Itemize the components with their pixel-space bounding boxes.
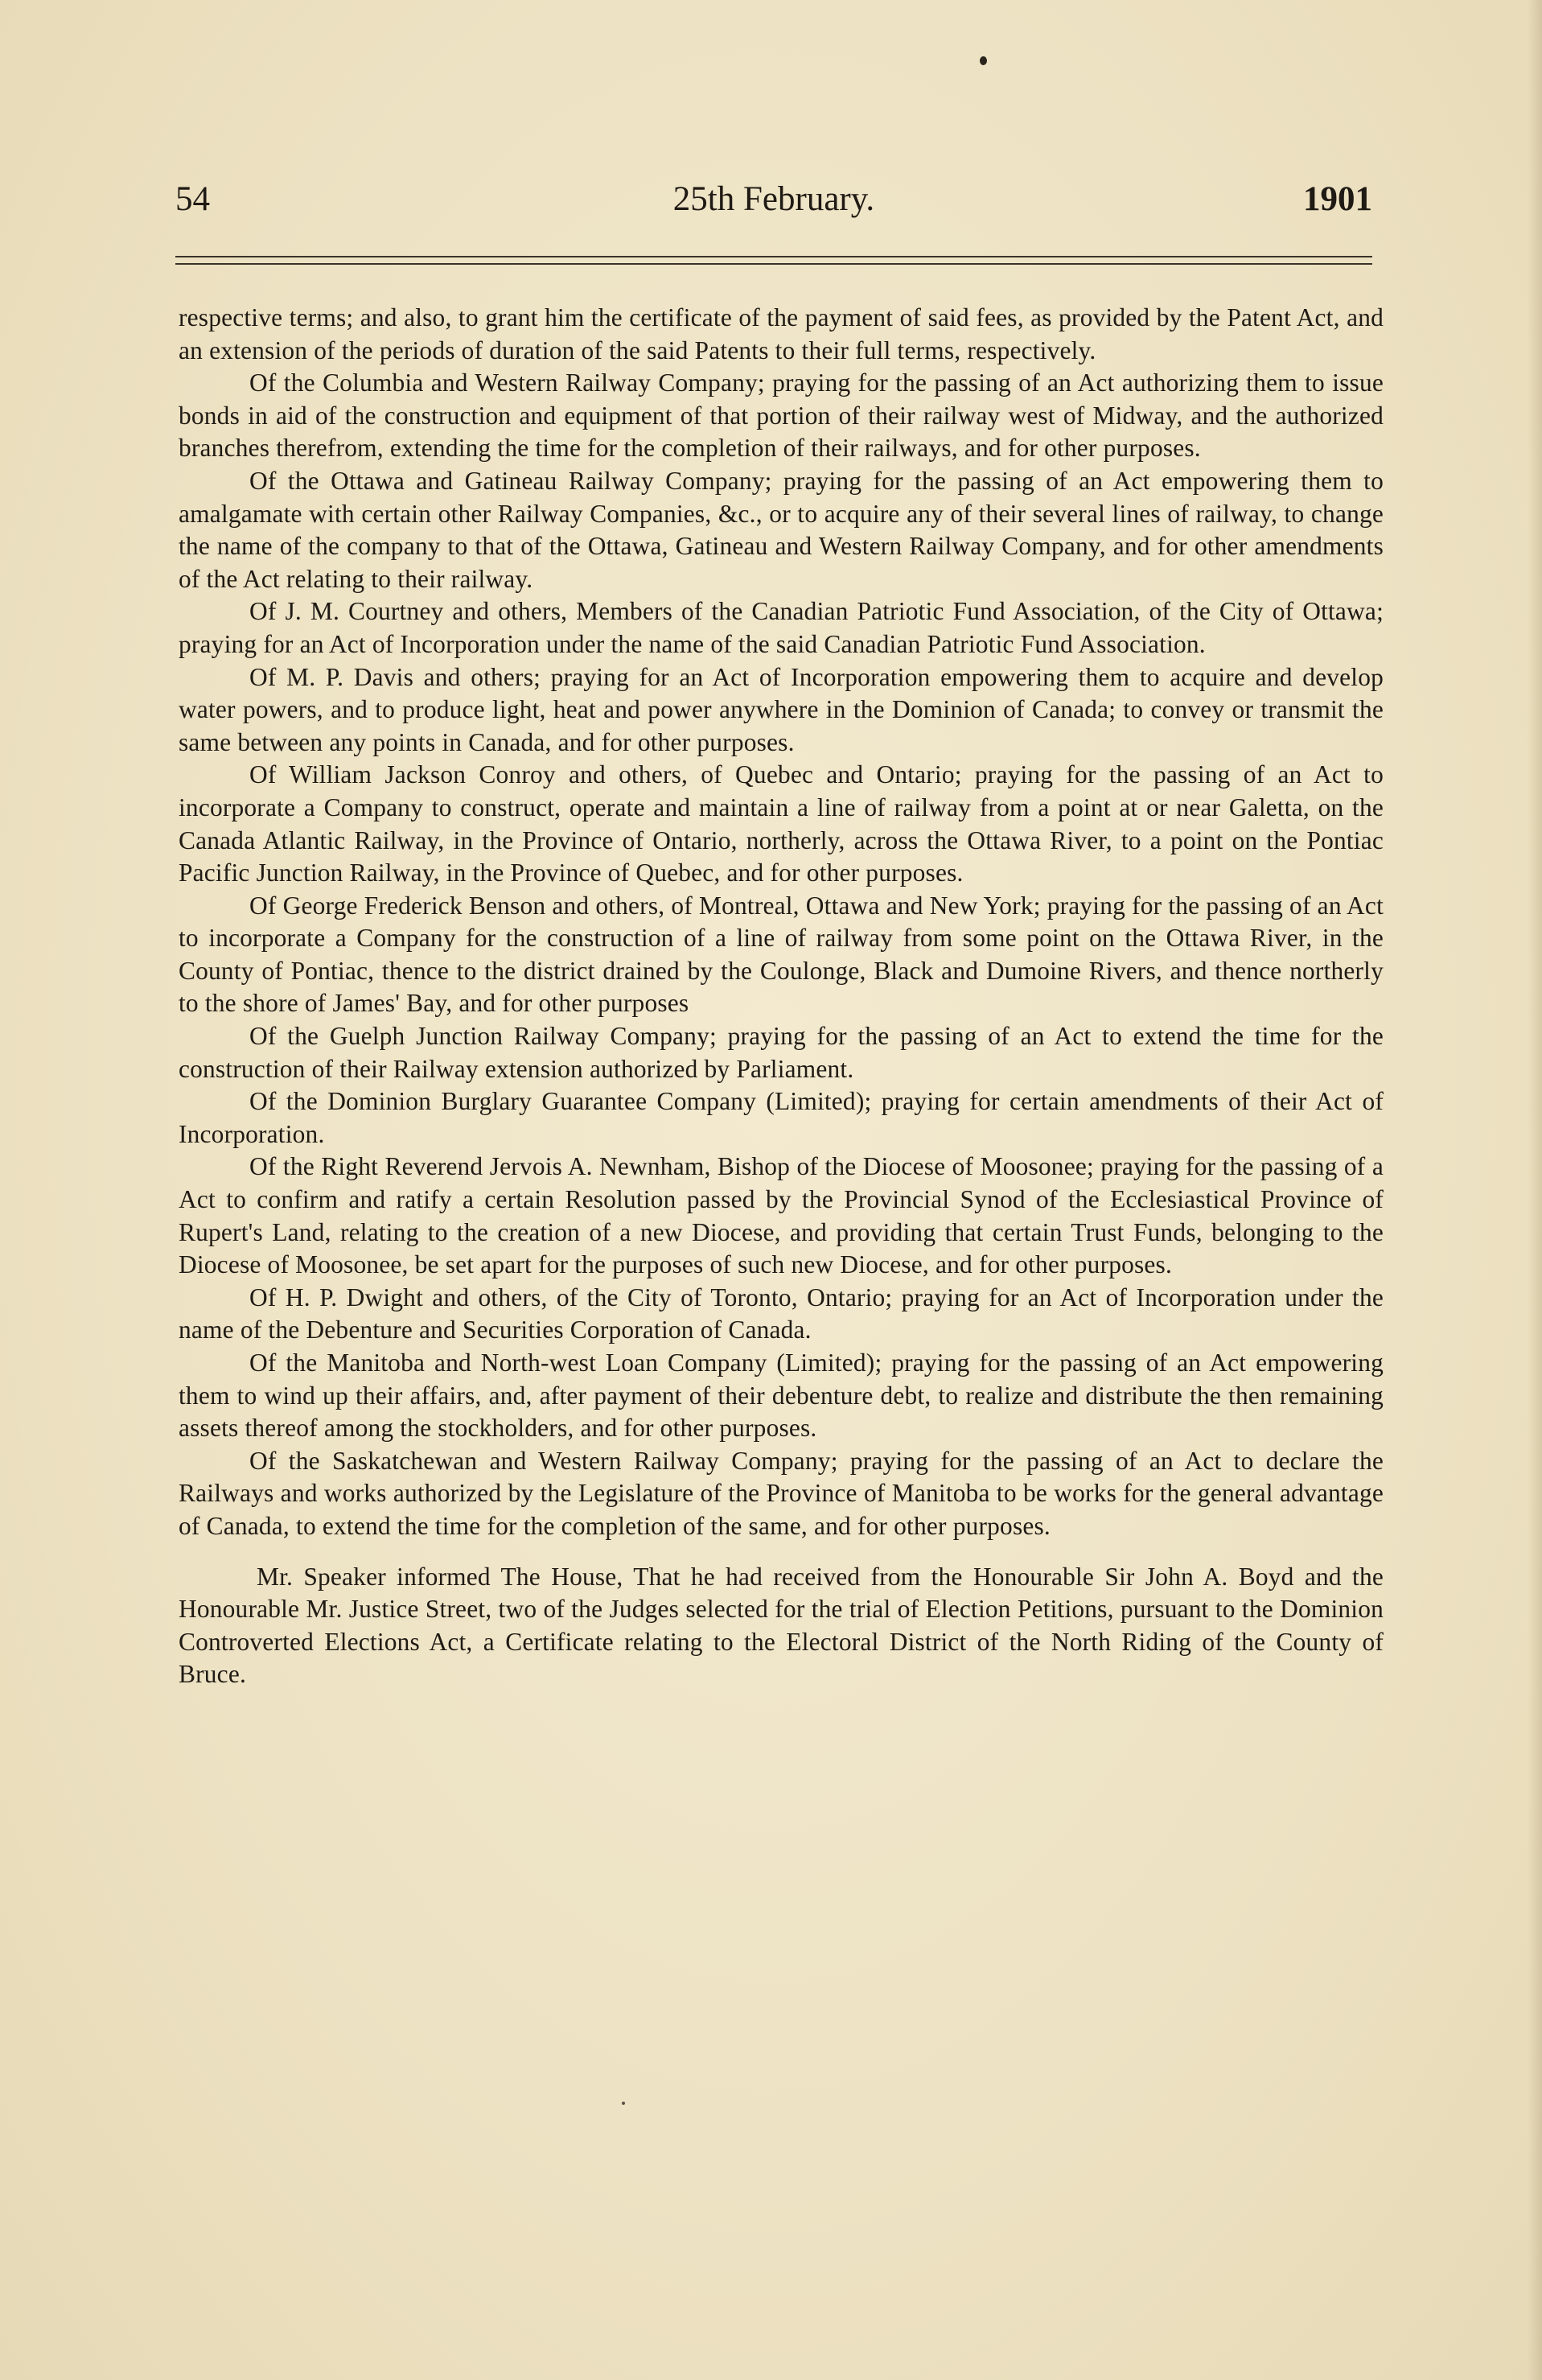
petition-paragraph: Of J. M. Courtney and others, Members of the Canadian Patriotic Fund Association, of the City of Ottawa; praying for an Act of Incorporation under the name of the said Canadian Patriotic Fund Association.: [179, 597, 1384, 658]
petition-paragraph: Of H. P. Dwight and others, of the City of Toronto, Ontario; praying for an Act of Incorporation under the name of the Debenture and Securities Corporation of Canada.: [179, 1283, 1384, 1344]
petition-paragraph: Of the Saskatchewan and Western Railway Company; praying for the passing of an Act to declare the Railways and works authorized by the Legislature of the Province of Manitoba to be works for the general advantage of Canada, to extend the time for the completion of the same, and for other purposes.: [179, 1446, 1384, 1540]
petition-paragraph: Of the Right Reverend Jervois A. Newnham, Bishop of the Diocese of Moosonee; praying for the passing of a Act to confirm and ratify a certain Resolution passed by the Provincial Synod of the Ecclesiastical Province of Rupert's Land, relating to the creation of a new Diocese, and providing that certain Trust Funds, belonging to the Diocese of Moosonee, be set apart for the purposes of such new Diocese, and for other purposes.: [179, 1152, 1384, 1279]
speaker-announcement: Mr. Speaker informed The House, That he had received from the Honourable Sir John A. Boyd and the Honourable Mr. Justice Street, two of the Judges selected for the trial of Election Petitions, pursuant to the Dominion Controverted Elections Act, a Certificate relating to the Electoral District of the North Riding of the County of Bruce.: [179, 1562, 1384, 1689]
petition-paragraph: Of William Jackson Conroy and others, of Quebec and Ontario; praying for the passing of an Act to incorporate a Company to construct, operate and maintain a line of railway from a point at or near Galetta, on the Canada Atlantic Railway, in the Province of Ontario, northerly, across the Ottawa River, to a point on the Pontiac Pacific Junction Railway, in the Province of Quebec, and for other purposes.: [179, 760, 1384, 887]
petition-paragraph: respective terms; and also, to grant him the certificate of the payment of said fees, as provided by the Patent Act, and an extension of the periods of duration of the said Patents to their full terms, respectively.: [179, 303, 1384, 364]
petition-paragraph: Of the Columbia and Western Railway Company; praying for the passing of an Act authorizing them to issue bonds in aid of the construction and equipment of that portion of their railway west of Midway, and the authorized branches therefrom, extending the time for the completion of their railways, and for other purposes.: [179, 369, 1384, 463]
petition-paragraph: Of the Dominion Burglary Guarantee Company (Limited); praying for certain amendments of their Act of Incorporation.: [179, 1087, 1384, 1148]
page-number: 54: [175, 180, 210, 218]
page-edge-shadow: [1528, 0, 1542, 2380]
petition-paragraph: Of George Frederick Benson and others, of Montreal, Ottawa and New York; praying for the passing of an Act to incorporate a Company for the construction of a line of railway from some point on the Ottawa River, in the County of Pontiac, thence to the district drained by the Coulonge, Black and Dumoine Rivers, and thence northerly to the shore of James' Bay, and for other purposes: [179, 891, 1384, 1018]
petition-paragraph: Of the Ottawa and Gatineau Railway Company; praying for the passing of an Act empowering them to amalgamate with certain other Railway Companies, &c., or to acquire any of their several lines of railway, to change the name of the company to that of the Ottawa, Gatineau and Western Railway Company, and for other amendments of the Act relating to their railway.: [179, 466, 1384, 593]
header-rule-bottom: [175, 263, 1372, 265]
petition-paragraph: Of the Manitoba and North-west Loan Company (Limited); praying for the passing of an Act empowering them to wind up their affairs, and, after payment of their debenture debt, to realize and distribute the then remaining assets thereof among the stockholders, and for other purposes.: [179, 1349, 1384, 1443]
ink-speck: [980, 56, 987, 65]
journal-body: [179, 302, 1384, 1691]
petition-paragraph: Of the Guelph Junction Railway Company; praying for the passing of an Act to extend the time for the construction of their Railway extension authorized by Parliament.: [179, 1022, 1384, 1083]
header-rule-top: [175, 256, 1372, 257]
header-year: 1901: [1303, 180, 1372, 218]
petition-paragraph: Of M. P. Davis and others; praying for an Act of Incorporation empowering them to acquire and develop water powers, and to produce light, heat and power anywhere in the Dominion of Canada; to convey or transmit the same between any points in Canada, and for other purposes.: [179, 662, 1384, 756]
running-header: [175, 175, 1372, 224]
stray-mark: [622, 2102, 625, 2105]
header-date: 25th February.: [672, 180, 875, 218]
